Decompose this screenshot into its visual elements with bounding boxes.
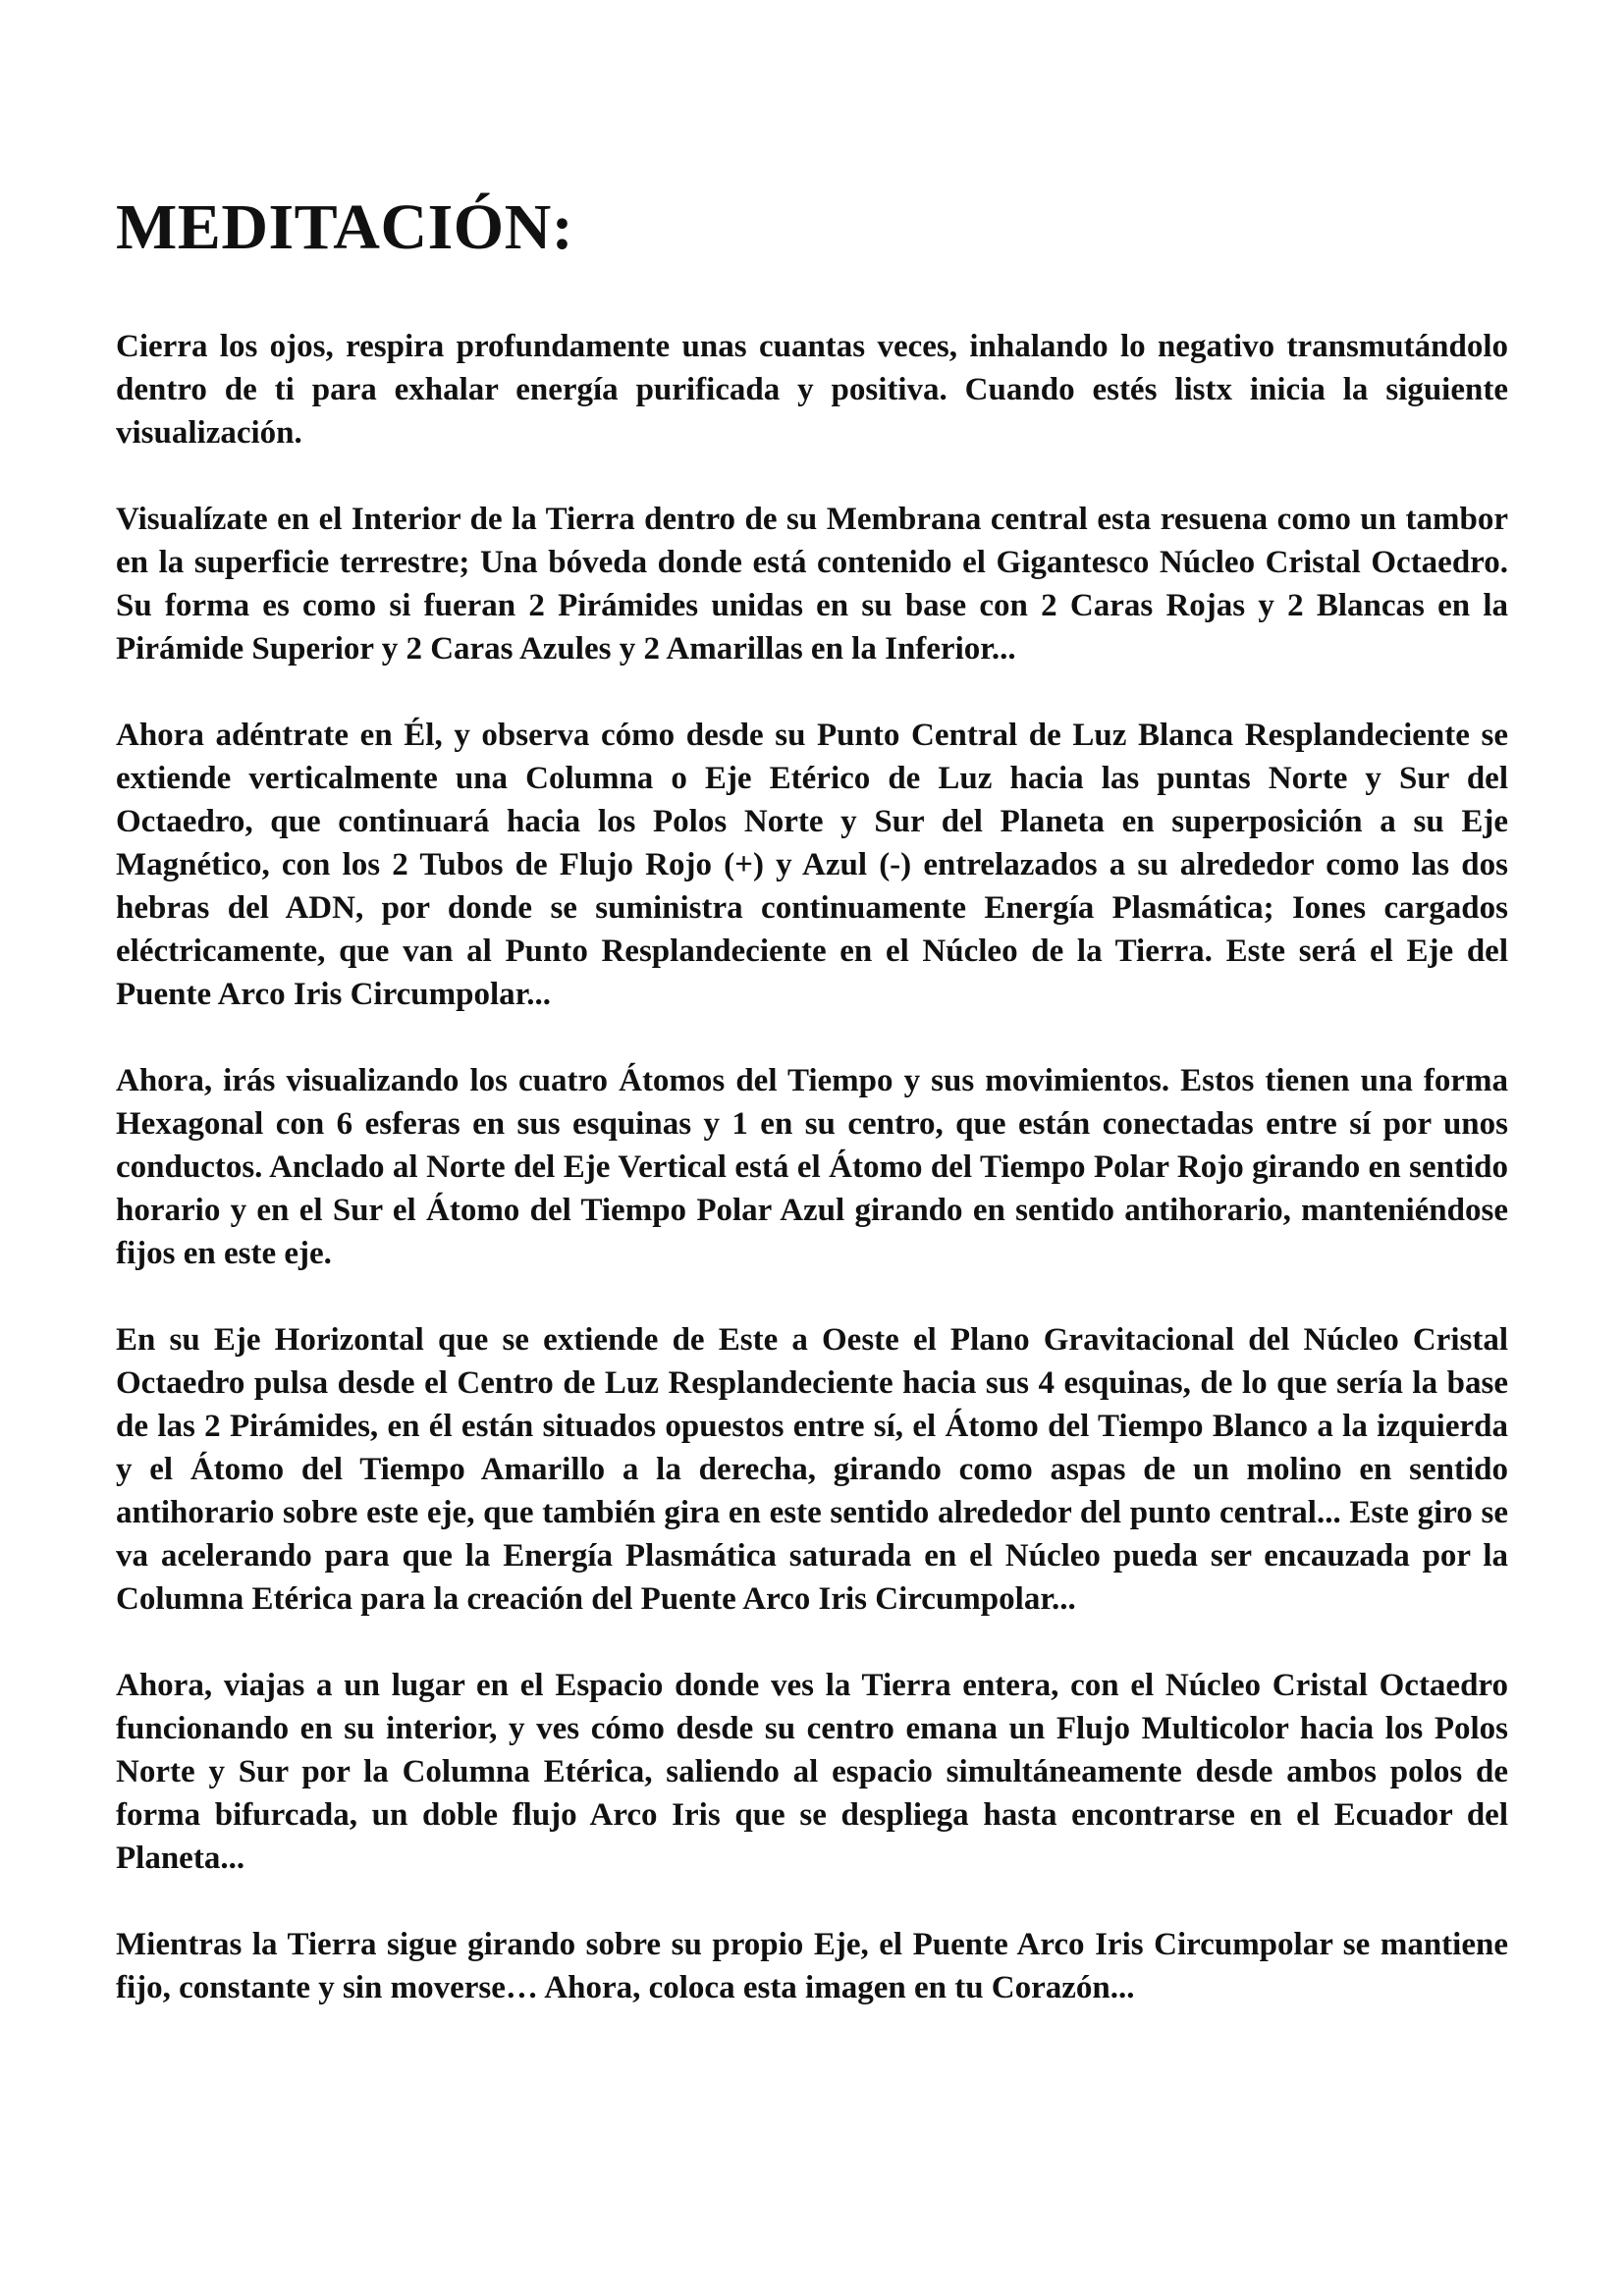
paragraph-space-view: Ahora, viajas a un lugar en el Espacio donde ves la Tierra entera, con el Núcleo Cristal Octaedro funcionando en su interior, y ves cómo desde su centro emana un Flujo Multicolor hacia los Polos Norte y Sur por la Columna Etérica, saliendo al espacio simultáneamente desde ambos polos de forma bifurcada, un doble flujo Arco Iris que se despliega hasta encontrarse en el Ecuador del Planeta... — [116, 1667, 1508, 1876]
page-title: MEDITACIÓN: — [116, 191, 574, 263]
paragraph-horizontal-axis: En su Eje Horizontal que se extiende de Este a Oeste el Plano Gravitacional del Núcleo Cristal Octaedro pulsa desde el Centro de Luz Resplandeciente hacia sus 4 esquinas, de lo que sería la base de las 2 Pirámides, en él están situados opuestos entre sí, el Átomo del Tiempo Blanco a la izquierda y el Átomo del Tiempo Amarillo a la derecha, girando como aspas de un molino en sentido antihorario sobre este eje, que también gira en este sentido alrededor del punto central... Este giro se va acelerando para que la Energía Plasmática saturada en el Núcleo pueda ser encauzada por la Columna Etérica para la creación del Puente Arco Iris Circumpolar... — [116, 1321, 1508, 1617]
paragraph-intro: Cierra los ojos, respira profundamente unas cuantas veces, inhalando lo negativo transmutándolo dentro de ti para exhalar energía purificada y positiva. Cuando estés listx inicia la siguiente visualización. — [116, 328, 1508, 451]
document-page — [116, 192, 1508, 2053]
paragraph-closing: Mientras la Tierra sigue girando sobre su propio Eje, el Puente Arco Iris Circumpolar se mantiene fijo, constante y sin moverse… Ahora, coloca esta imagen en tu Corazón... — [116, 1926, 1508, 2005]
paragraph-time-atoms: Ahora, irás visualizando los cuatro Átomos del Tiempo y sus movimientos. Estos tienen una forma Hexagonal con 6 esferas en sus esquinas y 1 en su centro, que están conectadas entre sí por unos conductos. Anclado al Norte del Eje Vertical está el Átomo del Tiempo Polar Rojo girando en sentido horario y en el Sur el Átomo del Tiempo Polar Azul girando en sentido antihorario, manteniéndose fijos en este eje. — [116, 1062, 1508, 1271]
paragraph-central-axis: Ahora adéntrate en Él, y observa cómo desde su Punto Central de Luz Blanca Resplandeciente se extiende verticalmente una Columna o Eje Etérico de Luz hacia las puntas Norte y Sur del Octaedro, que continuará hacia los Polos Norte y Sur del Planeta en superposición a su Eje Magnético, con los 2 Tubos de Flujo Rojo (+) y Azul (-) entrelazados a su alrededor como las dos hebras del ADN, por donde se suministra continuamente Energía Plasmática; Iones cargados eléctricamente, que van al Punto Resplandeciente en el Núcleo de la Tierra. Este será el Eje del Puente Arco Iris Circumpolar... — [116, 717, 1508, 1012]
paragraph-earth-interior: Visualízate en el Interior de la Tierra dentro de su Membrana central esta resuena como un tambor en la superficie terrestre; Una bóveda donde está contenido el Gigantesco Núcleo Cristal Octaedro. Su forma es como si fueran 2 Pirámides unidas en su base con 2 Caras Rojas y 2 Blancas en la Pirámide Superior y 2 Caras Azules y 2 Amarillas en la Inferior... — [116, 501, 1508, 667]
